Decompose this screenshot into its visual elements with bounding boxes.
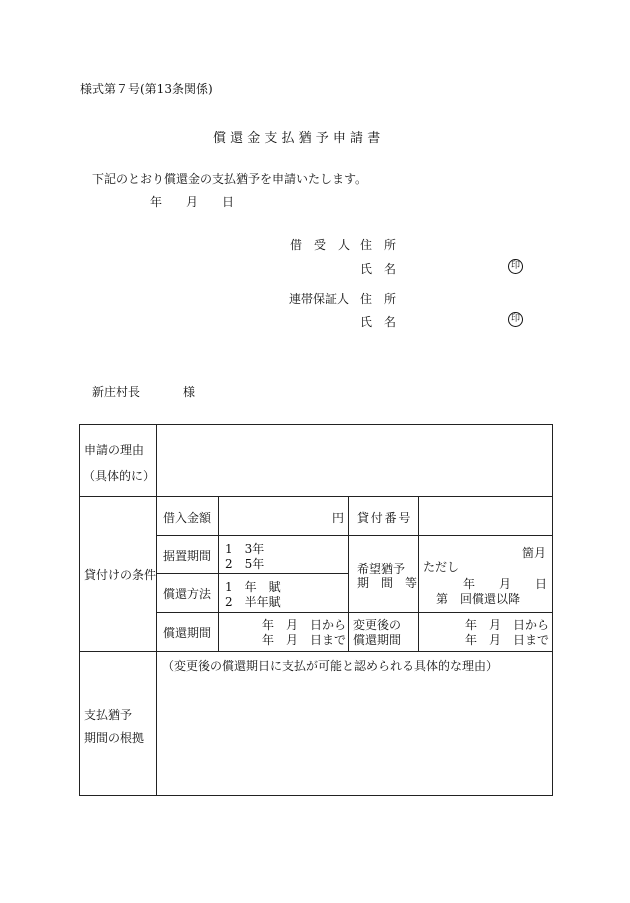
guarantor-seal-mark: 印 (508, 312, 523, 327)
changed-period-label-line2: 償還期間 (353, 633, 402, 647)
table-border-right (552, 424, 553, 796)
table-border-bottom (79, 795, 553, 796)
guarantor-address-label: 住 所 (360, 292, 397, 306)
repayment-option-1[interactable]: 1 年 賦 (225, 580, 281, 594)
date-line: 年 月 日 (150, 195, 235, 209)
changed-period-label-line1: 変更後の (353, 618, 402, 632)
months-unit: 箇月 (522, 546, 547, 560)
borrower-seal-mark: 印 (508, 259, 523, 274)
loan-conditions-label: 貸付けの条件 (84, 568, 157, 582)
row-divider-amount (156, 535, 553, 536)
row-divider-method (156, 612, 553, 613)
form-number: 様式第７号(第13条関係) (80, 82, 213, 96)
borrower-label: 借 受 人 (290, 238, 351, 252)
desired-date[interactable]: 年 月 日 (463, 577, 548, 591)
repayment-period-label: 償還期間 (163, 626, 212, 640)
loan-amount-label: 借入金額 (163, 511, 212, 525)
reason-label-line1: 申請の理由 (84, 443, 145, 457)
sub-label-column-divider (218, 496, 219, 651)
document-title: 償 還 金 支 払 猶 予 申 請 書 (213, 131, 381, 146)
changed-period-to[interactable]: 年 月 日まで (465, 633, 550, 647)
borrower-name-label: 氏 名 (360, 262, 397, 276)
loan-amount-input[interactable] (222, 500, 326, 530)
table-border-top (79, 424, 553, 425)
table-border-left (79, 424, 80, 796)
changed-period-from[interactable]: 年 月 日から (465, 618, 550, 632)
basis-label-line1: 支払猶予 (84, 708, 133, 722)
deferment-option-1[interactable]: 1 3年 (225, 542, 265, 556)
desired-deferment-label-line1: 希望猶予 (357, 562, 406, 576)
recipient-name: 新庄村長 (92, 385, 141, 399)
recipient-honorific: 様 (183, 385, 196, 399)
right-label-column-divider (418, 496, 419, 651)
loan-number-input[interactable] (422, 500, 548, 530)
repayment-option-2[interactable]: 2 半年賦 (225, 595, 281, 609)
label-column-divider (156, 424, 157, 796)
repayment-period-to[interactable]: 年 月 日まで (262, 633, 347, 647)
basis-label-line2: 期間の根拠 (84, 731, 145, 745)
guarantor-name-label: 氏 名 (360, 315, 397, 329)
basis-input-area[interactable] (160, 675, 548, 791)
deferment-period-label: 据置期間 (163, 549, 212, 563)
desired-deferment-label-line2: 期 間 等 (357, 576, 418, 590)
reason-input-area[interactable] (160, 428, 548, 492)
borrower-address-label: 住 所 (360, 238, 397, 252)
repayment-period-from[interactable]: 年 月 日から (262, 618, 347, 632)
row-divider-conditions (79, 651, 553, 652)
guarantor-label: 連帯保証人 (289, 292, 350, 306)
loan-number-label: 貸付番号 (357, 511, 413, 525)
repayment-method-label: 償還方法 (163, 587, 212, 601)
reason-label-line2: （具体的に） (83, 469, 156, 483)
middle-column-divider (348, 496, 349, 651)
yen-unit: 円 (332, 511, 345, 525)
intro-statement: 下記のとおり償還金の支払猶予を申請いたします。 (92, 172, 368, 186)
row-divider-deferment (156, 573, 348, 574)
deferment-option-2[interactable]: 2 5年 (225, 557, 265, 571)
basis-note: （変更後の償還期日に支払が可能と認められる具体的な理由） (162, 659, 499, 673)
row-divider-reason (79, 496, 553, 497)
repayment-from-installment[interactable]: 第 回償還以降 (436, 592, 521, 606)
proviso-text: ただし (423, 560, 460, 574)
